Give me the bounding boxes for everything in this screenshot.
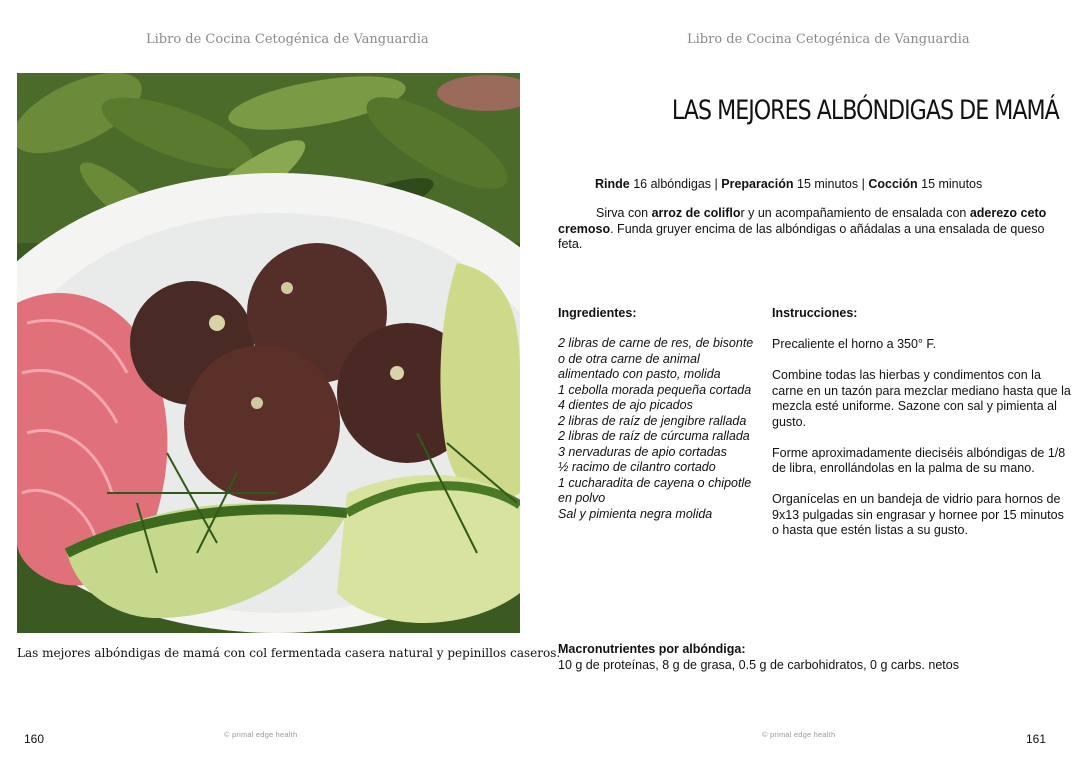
- running-head-left: Libro de Cocina Cetogénica de Vanguardia: [146, 32, 429, 47]
- instruction-step: Organícelas en un bandeja de vidrio para hornos de 9x13 pulgadas sin engrasar y hornee por 15 minutos o hasta que estén listas a su gusto.: [772, 492, 1064, 537]
- serve-text-2: r y un acompañamiento de ensalada con: [740, 206, 970, 220]
- macros-heading: Macronutrientes por albóndiga:: [558, 642, 746, 656]
- instruction-step: Combine todas las hierbas y condimentos con la carne en un tazón para mezclar mediano hasta que la mezcla esté uniforme. Sazone con sal y pimienta al gusto.: [772, 368, 1071, 429]
- page-number-right: 161: [1026, 732, 1047, 746]
- footer-copyright-right: © primal edge health: [762, 730, 836, 739]
- photo-caption: Las mejores albóndigas de mamá con col fermentada casera natural y pepinillos caseros.: [17, 646, 561, 660]
- ingredient-item: 2 libras de raíz de jengibre rallada: [558, 413, 747, 428]
- instruction-step: Precaliente el horno a 350° F.: [772, 337, 937, 351]
- yield-label: Rinde: [595, 177, 630, 191]
- recipe-yield-line: [595, 177, 982, 191]
- serving-suggestion: [558, 206, 1058, 253]
- ingredient-item: 1 cebolla morada pequeña cortada: [558, 382, 752, 397]
- meatballs-photo-illustration: [17, 73, 520, 633]
- serve-link-keto-dressing: aderezo ceto cremoso: [558, 206, 1047, 236]
- ingredient-item: 1 cucharadita de cayena o chipotle en polvo: [558, 475, 752, 505]
- ingredient-item: ½ racimo de cilantro cortado: [558, 460, 716, 474]
- instruction-step: Forme aproximadamente dieciséis albóndigas de 1/8 de libra, enrollándolas en la palma de su mano.: [772, 445, 1066, 475]
- ingredients-list: [558, 336, 763, 522]
- page-number-left: 160: [24, 732, 45, 746]
- serve-text-3: . Funda gruyer encima de las albóndigas o añádalas a una ensalada de queso feta.: [558, 221, 1045, 251]
- serve-link-cauliflower-rice: arroz de coliflo: [651, 206, 741, 220]
- cook-label: Cocción: [868, 177, 918, 191]
- recipe-title: LAS MEJORES ALBÓNDIGAS DE MAMÁ: [672, 95, 1059, 126]
- cook-value: 15 minutos: [917, 177, 983, 191]
- meatballs-photo: [17, 73, 520, 633]
- footer-copyright-left: © primal edge health: [224, 730, 298, 739]
- right-page: [538, 0, 1077, 767]
- prep-label: Preparación: [721, 177, 794, 191]
- instructions-heading: Instrucciones:: [772, 306, 858, 320]
- ingredient-item: Sal y pimienta negra molida: [558, 506, 713, 521]
- running-head-right: Libro de Cocina Cetogénica de Vanguardia: [687, 32, 970, 47]
- ingredient-item: 3 nervaduras de apio cortadas: [558, 444, 727, 459]
- serve-text-1: Sirva con: [596, 206, 652, 220]
- yield-value: 16 albóndigas |: [629, 177, 722, 191]
- ingredient-item: 2 libras de raíz de cúrcuma rallada: [558, 429, 750, 443]
- prep-value: 15 minutos |: [793, 177, 869, 191]
- macros-values: 10 g de proteínas, 8 g de grasa, 0.5 g de carbohidratos, 0 g carbs. netos: [558, 658, 959, 672]
- ingredient-item: 2 libras de carne de res, de bisonte o de otra carne de animal alimentado con pasto, molida: [558, 336, 754, 381]
- ingredients-heading: Ingredientes:: [558, 306, 637, 320]
- instructions-list: [772, 337, 1072, 554]
- ingredient-item: 4 dientes de ajo picados: [558, 398, 693, 412]
